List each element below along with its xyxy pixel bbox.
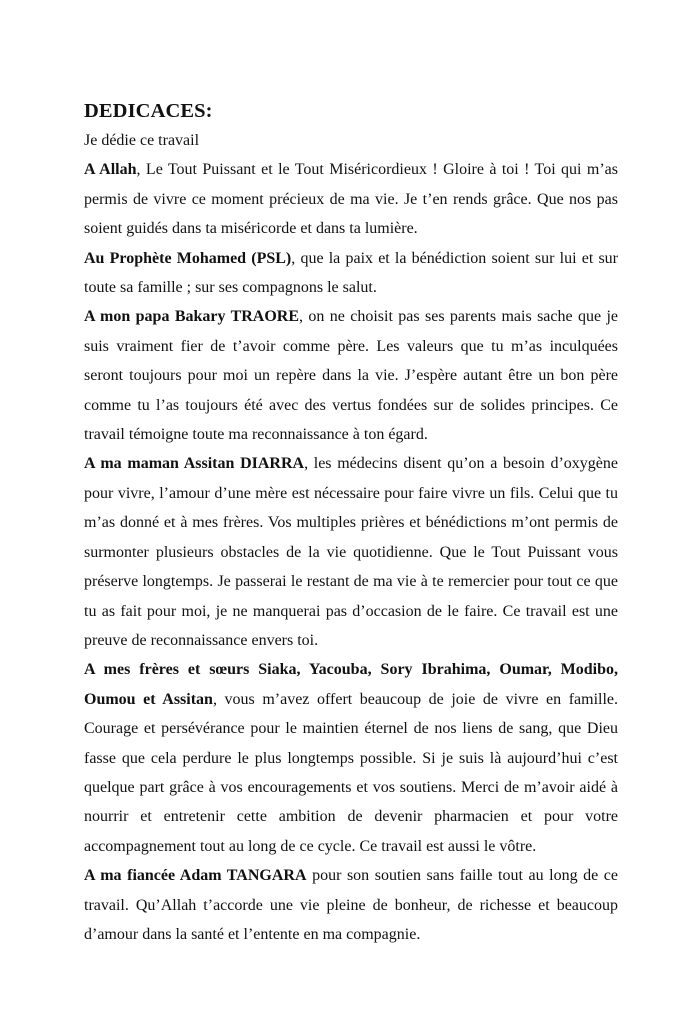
dedication-siblings xyxy=(84,655,618,861)
dedication-text: , on ne choisit pas ses parents mais sache que je suis vraiment fier de t’avoir comme père. Les valeurs que tu m’as inculquées seront toujours pour moi un repère dans la vie. J’espère autant être un bon père comme tu l’as toujours été avec des vertus fondées sur de solides principes. Ce travail témoigne toute ma reconnaissance à ton égard. xyxy=(84,308,619,444)
dedication-text: , que la paix et la bénédiction soient sur lui et sur toute sa famille ; sur ses compagnons le salut. xyxy=(84,249,618,297)
dedication-lead: A ma fiancée Adam TANGARA xyxy=(84,867,307,885)
dedication-lead: A mon papa Bakary TRAORE xyxy=(84,308,300,326)
dedication-mother xyxy=(84,449,618,655)
page-title: DEDICACES: xyxy=(84,100,213,122)
dedication-lead: A mes frères et sœurs Siaka, Yacouba, Sory Ibrahima, Oumar, Modibo, Oumou et Assitan xyxy=(84,661,618,708)
document-page xyxy=(84,96,618,949)
dedication-fiancee xyxy=(84,861,618,949)
intro-line: Je dédie ce travail xyxy=(84,132,200,149)
dedication-lead: A Allah xyxy=(84,161,137,179)
dedication-text: pour son soutien sans faille tout au long de ce travail. Qu’Allah t’accorde une vie pleine de bonheur, de richesse et beaucoup d’amour dans la santé et l’entente en ma compagnie. xyxy=(84,867,618,943)
dedication-text: , vous m’avez offert beaucoup de joie de vivre en famille. Courage et persévérance pour le maintien éternel de nos liens de sang, que Dieu fasse que cela perdure le plus longtemps possible. Si je suis là aujourd’hui c’est quelque part grâce à vos encouragements et vos soutiens. Merci de m’avoir aidé à nourrir et entretenir cette ambition de devenir pharmacien et pour votre accompagnement tout au long de ce cycle. Ce travail est aussi le vôtre. xyxy=(84,690,619,855)
dedication-lead: Au Prophète Mohamed (PSL) xyxy=(84,249,292,267)
dedication-lead: A ma maman Assitan DIARRA xyxy=(84,455,305,473)
dedication-text: , les médecins disent qu’on a besoin d’oxygène pour vivre, l’amour d’une mère est nécessaire pour faire vivre un fils. Celui que tu m’as donné et à mes frères. Vos multiples prières et bénédictions m’ont permis de surmonter plusieurs obstacles de la vie quotidienne. Que le Tout Puissant vous préserve longtemps. Je passerai le restant de ma vie à te remercier pour tout ce que tu as fait pour moi, je ne manquerai pas d’occasion de le faire. Ce travail est une preuve de reconnaissance envers toi. xyxy=(84,455,618,649)
dedication-allah xyxy=(84,155,618,243)
dedication-father xyxy=(84,302,618,449)
dedication-prophet xyxy=(84,244,618,303)
dedication-text: , Le Tout Puissant et le Tout Miséricordieux ! Gloire à toi ! Toi qui m’as permis de vivre ce moment précieux de ma vie. Je t’en rends grâce. Que nos pas soient guidés dans ta miséricorde et dans ta lumière. xyxy=(84,161,618,238)
